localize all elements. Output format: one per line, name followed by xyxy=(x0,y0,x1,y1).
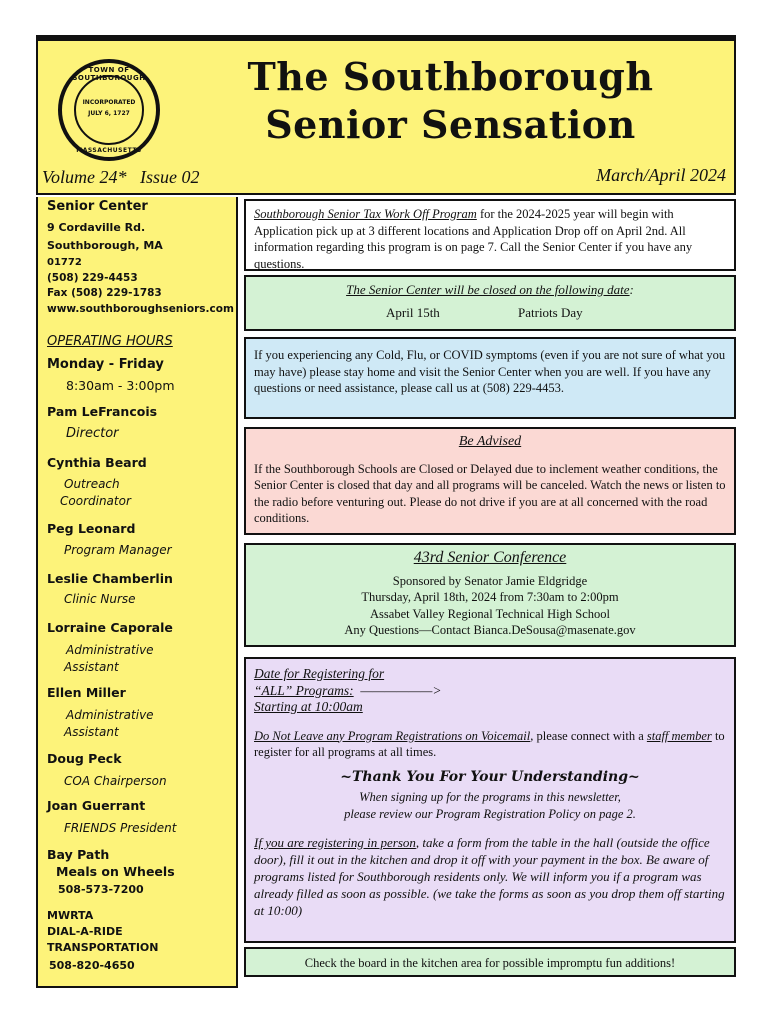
staff-name: Leslie Chamberlin xyxy=(47,571,173,586)
address-line-2: Southborough, MA xyxy=(47,239,163,252)
staff-name: Joan Guerrant xyxy=(47,798,146,813)
voicemail-warning: Do Not Leave any Program Registrations on Voicemail xyxy=(254,728,531,743)
tax-program-text: for the 2024-2025 year will begin with Application pick up at 3 different locations and Application Drop off on April 2nd. All information regarding this program is on page 7. Call the Senior Center if you have any questions. xyxy=(254,207,693,271)
sidebar-contact xyxy=(36,197,238,988)
tax-program-link[interactable]: Southborough Senior Tax Work Off Program xyxy=(254,207,477,221)
staff-role: Administrative xyxy=(66,708,154,722)
staff-role: Outreach xyxy=(64,477,120,491)
in-person-heading: If you are registering in person xyxy=(254,835,416,850)
seal-mid-text: INCORPORATED xyxy=(82,99,136,106)
kitchen-board-text: Check the board in the kitchen area for possible impromptu fun additions! xyxy=(304,956,676,970)
registration-programs: “ALL” Programs: xyxy=(254,682,354,698)
fax-number: Fax (508) 229-1783 xyxy=(47,287,162,299)
registration-box xyxy=(244,657,736,943)
staff-role-line-2: Coordinator xyxy=(60,494,131,508)
staff-role: Program Manager xyxy=(64,543,172,557)
conference-date: Thursday, April 18th, 2024 from 7:30am to 2:00pm xyxy=(361,590,619,604)
hours-title: OPERATING HOURS xyxy=(47,334,173,349)
conference-title: 43rd Senior Conference xyxy=(413,549,567,566)
staff-role-line-2: Assistant xyxy=(64,725,119,739)
staff-role: Administrative xyxy=(66,643,154,657)
staff-name: Ellen Miller xyxy=(47,685,126,700)
town-seal-logo xyxy=(58,59,160,161)
website-link[interactable]: www.southboroughseniors.com xyxy=(47,303,234,315)
conference-sponsor: Sponsored by Senator Jamie Eldgridge xyxy=(392,573,588,588)
volume-issue: Volume 24* Issue 02 xyxy=(42,167,200,187)
zip-code: 01772 xyxy=(47,257,82,268)
policy-line-2: please review our Program Registration Policy on page 2. xyxy=(344,806,636,821)
address-line-1: 9 Cordaville Rd. xyxy=(47,221,146,234)
illness-notice-box xyxy=(244,337,736,419)
seal-date-text: JULY 6, 1727 xyxy=(88,110,130,117)
illness-text: If you experiencing any Cold, Flu, or COVID symptoms (even if you are not sure of what you may have) please stay home and visit the Senior Center when you are well. If you have any questions or need assistance, please call us at (508) 229-4453. xyxy=(254,348,726,395)
newsletter-page xyxy=(36,35,736,988)
mwrta-phone: 508-820-4650 xyxy=(49,959,135,972)
phone-number: (508) 229-4453 xyxy=(47,272,138,284)
mwrta-transportation: TRANSPORTATION xyxy=(47,941,159,954)
staff-role: FRIENDS President xyxy=(64,821,177,835)
closure-title-text: The Senior Center will be closed on the following date xyxy=(346,282,630,297)
conference-location: Assabet Valley Regional Technical High School xyxy=(370,606,610,621)
issue-date: March/April 2024 xyxy=(596,165,726,185)
staff-member-link: staff member xyxy=(646,728,712,743)
baypath-service: Meals on Wheels xyxy=(56,864,175,879)
hours-days: Monday - Friday xyxy=(47,357,164,372)
voicemail-text-2: to register for all programs at all times. xyxy=(254,728,725,759)
senior-conference-box xyxy=(244,543,736,647)
in-person-instructions xyxy=(254,834,726,919)
be-advised-title: Be Advised xyxy=(458,434,522,449)
staff-role: Director xyxy=(66,426,119,441)
be-advised-text: If the Southborough Schools are Closed or Delayed due to inclement weather conditions, the Senior Center is closed that day and all programs will be canceled. Watch the news or listen to the radio before venturing out. Please do not drive if you are at all concerned with the road conditions. xyxy=(254,461,726,525)
staff-name: Doug Peck xyxy=(47,751,122,766)
be-advised-box xyxy=(244,427,736,535)
registration-start-time: Starting at 10:00am xyxy=(254,699,363,714)
closure-box xyxy=(244,275,736,331)
center-name: Senior Center xyxy=(47,199,148,214)
registration-arrow: ——————> xyxy=(353,682,442,698)
kitchen-board-box xyxy=(244,947,736,977)
mwrta-service: DIAL-A-RIDE xyxy=(47,925,123,938)
title-line-2: Senior Sensation xyxy=(265,102,636,147)
baypath-phone: 508-573-7200 xyxy=(58,883,144,896)
baypath-name: Bay Path xyxy=(47,847,110,862)
staff-name: Pam LeFrancois xyxy=(47,404,158,419)
registration-date-line-2 xyxy=(254,683,726,700)
closure-row xyxy=(254,305,726,327)
closure-title xyxy=(254,282,726,299)
thank-you-heading: ~Thank You For Your Understanding~ xyxy=(340,768,640,785)
staff-name: Lorraine Caporale xyxy=(47,620,173,635)
closure-holiday: Patriots Day xyxy=(518,304,583,320)
title-line-1: The Southborough xyxy=(247,54,654,99)
registration-date-line-1: Date for Registering for xyxy=(254,666,385,681)
closure-title-colon: : xyxy=(629,282,634,297)
closure-date: April 15th xyxy=(386,304,440,320)
in-person-text: , take a form from the table in the hall (outside the office door), fill it out in the kitchen and drop it off with your payment in the box. Be aware of programs listed for Southborough residents only. We will inform you if a program was already filled as soon as possible. (we take the forms as soon as you drop them off starting at 10:00) xyxy=(254,835,725,918)
policy-line-1: When signing up for the programs in this newsletter, xyxy=(359,790,621,804)
staff-role-line-2: Assistant xyxy=(64,660,119,674)
hours-times: 8:30am - 3:00pm xyxy=(66,378,175,393)
tax-work-off-box xyxy=(244,199,736,271)
staff-role: Clinic Nurse xyxy=(64,592,136,606)
seal-bottom-text: MASSACHUSETTS xyxy=(76,147,142,154)
staff-name: Peg Leonard xyxy=(47,521,136,536)
mwrta-name: MWRTA xyxy=(47,909,94,922)
voicemail-text-1: , please connect with a xyxy=(530,728,647,743)
voicemail-notice xyxy=(254,728,726,761)
masthead xyxy=(36,35,736,195)
conference-contact: Any Questions—Contact Bianca.DeSousa@masenate.gov xyxy=(344,623,636,637)
staff-name: Cynthia Beard xyxy=(47,455,147,470)
staff-role: COA Chairperson xyxy=(64,774,167,788)
newsletter-title xyxy=(168,53,733,149)
seal-top-text: TOWN OF SOUTHBOROUGH xyxy=(72,66,146,82)
